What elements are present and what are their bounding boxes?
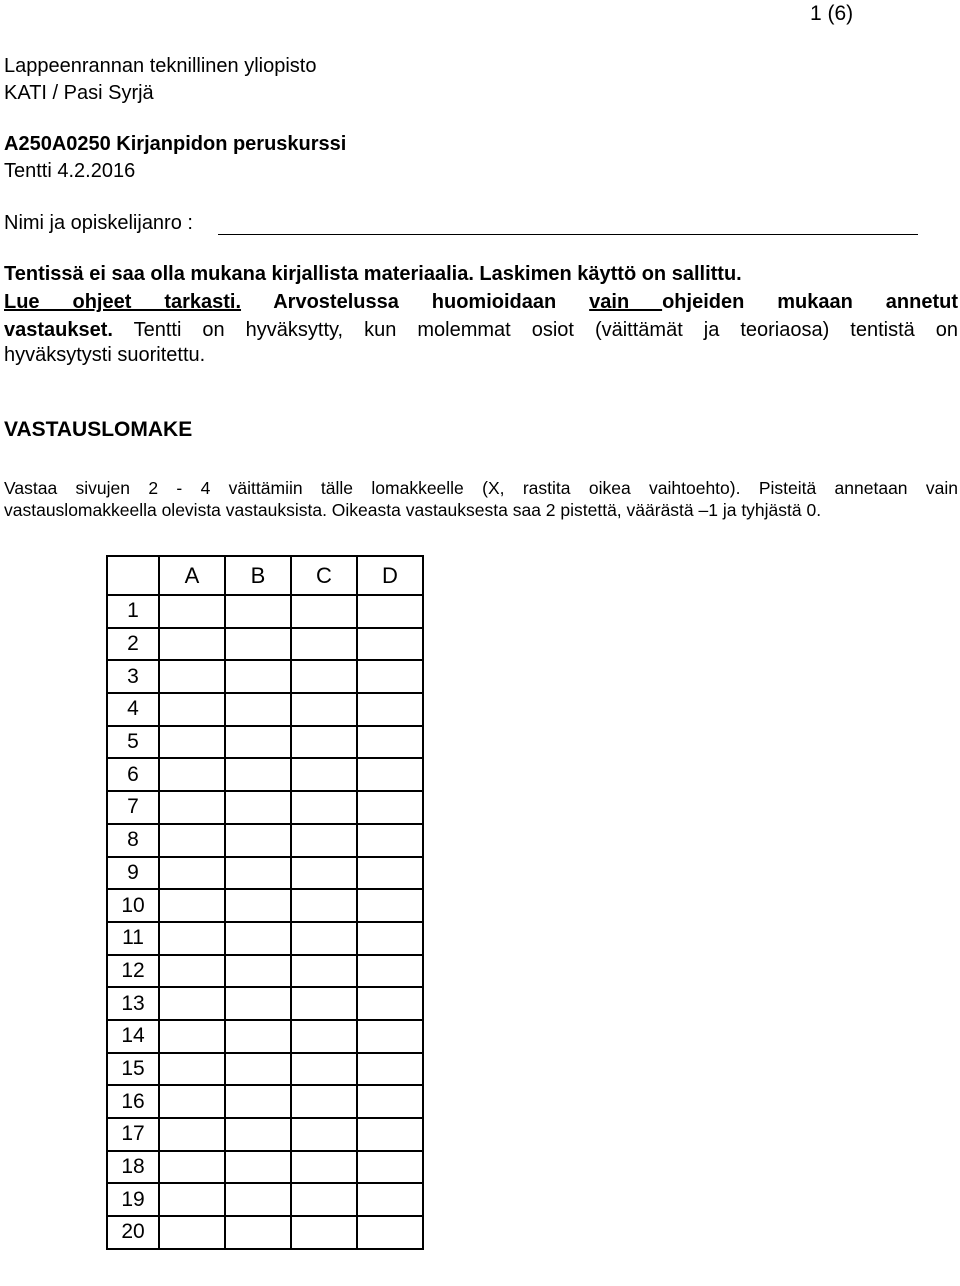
answer-cell-d[interactable] xyxy=(357,857,423,890)
answer-cell-a[interactable] xyxy=(159,660,225,693)
grading-text-a: Arvostelussa huomioidaan xyxy=(241,291,590,313)
answer-cell-a[interactable] xyxy=(159,1183,225,1216)
read-instructions-text: Lue ohjeet tarkasti. xyxy=(4,291,242,313)
question-number: 11 xyxy=(107,922,159,955)
answer-cell-d[interactable] xyxy=(357,889,423,922)
answer-cell-c[interactable] xyxy=(291,726,357,759)
question-number: 8 xyxy=(107,824,159,857)
table-row xyxy=(107,987,423,1020)
instructions-line-2: vastauslomakkeella olevista vastauksista. Oikeasta vastauksesta saa 2 pistettä, väärästä –1 ja tyhjästä 0. xyxy=(4,500,822,520)
answer-cell-a[interactable] xyxy=(159,726,225,759)
answer-cell-d[interactable] xyxy=(357,660,423,693)
answer-cell-c[interactable] xyxy=(291,628,357,661)
table-row xyxy=(107,857,423,890)
column-header-d: D xyxy=(357,556,423,595)
table-row xyxy=(107,1020,423,1053)
answer-cell-b[interactable] xyxy=(225,824,291,857)
answer-cell-b[interactable] xyxy=(225,955,291,988)
table-row xyxy=(107,1183,423,1216)
header-corner-cell xyxy=(107,556,159,595)
answer-cell-c[interactable] xyxy=(291,1183,357,1216)
table-row xyxy=(107,758,423,791)
page-number: 1 (6) xyxy=(810,2,854,25)
answer-cell-d[interactable] xyxy=(357,595,423,628)
answer-cell-a[interactable] xyxy=(159,1053,225,1086)
answer-cell-d[interactable] xyxy=(357,922,423,955)
answer-cell-d[interactable] xyxy=(357,1183,423,1216)
course-title: A250A0250 Kirjanpidon peruskurssi xyxy=(4,133,347,155)
answers-text: vastaukset. xyxy=(4,319,113,341)
question-number: 14 xyxy=(107,1020,159,1053)
answer-cell-b[interactable] xyxy=(225,889,291,922)
answer-cell-a[interactable] xyxy=(159,987,225,1020)
question-number: 12 xyxy=(107,955,159,988)
university-name: Lappeenrannan teknillinen yliopisto xyxy=(4,55,317,77)
answer-cell-a[interactable] xyxy=(159,1020,225,1053)
table-row xyxy=(107,660,423,693)
column-header-a: A xyxy=(159,556,225,595)
department-author: KATI / Pasi Syrjä xyxy=(4,82,154,104)
rules-line-3 xyxy=(4,316,958,345)
answer-cell-b[interactable] xyxy=(225,922,291,955)
answer-cell-a[interactable] xyxy=(159,791,225,824)
answer-cell-c[interactable] xyxy=(291,987,357,1020)
answer-cell-c[interactable] xyxy=(291,791,357,824)
question-number: 4 xyxy=(107,693,159,726)
table-row xyxy=(107,955,423,988)
answer-cell-a[interactable] xyxy=(159,889,225,922)
question-number: 16 xyxy=(107,1085,159,1118)
table-row xyxy=(107,1053,423,1086)
answer-cell-d[interactable] xyxy=(357,955,423,988)
answer-cell-c[interactable] xyxy=(291,660,357,693)
answer-cell-c[interactable] xyxy=(291,595,357,628)
form-title: VASTAUSLOMAKE xyxy=(4,418,193,441)
answer-cell-b[interactable] xyxy=(225,857,291,890)
answer-cell-c[interactable] xyxy=(291,758,357,791)
answer-cell-d[interactable] xyxy=(357,1020,423,1053)
answer-cell-b[interactable] xyxy=(225,758,291,791)
table-row xyxy=(107,791,423,824)
answer-cell-c[interactable] xyxy=(291,1020,357,1053)
answer-cell-d[interactable] xyxy=(357,824,423,857)
exam-date: Tentti 4.2.2016 xyxy=(4,160,136,182)
answer-cell-b[interactable] xyxy=(225,1151,291,1184)
answer-cell-a[interactable] xyxy=(159,595,225,628)
question-number: 18 xyxy=(107,1151,159,1184)
answer-cell-d[interactable] xyxy=(357,987,423,1020)
question-number: 17 xyxy=(107,1118,159,1151)
table-row xyxy=(107,1118,423,1151)
answer-cell-c[interactable] xyxy=(291,922,357,955)
answer-cell-b[interactable] xyxy=(225,693,291,726)
answer-cell-a[interactable] xyxy=(159,824,225,857)
question-number: 7 xyxy=(107,791,159,824)
answer-cell-c[interactable] xyxy=(291,955,357,988)
answer-cell-a[interactable] xyxy=(159,1216,225,1249)
answer-cell-a[interactable] xyxy=(159,1085,225,1118)
answer-cell-c[interactable] xyxy=(291,1085,357,1118)
only-text: vain xyxy=(589,291,663,313)
question-number: 20 xyxy=(107,1216,159,1249)
answer-cell-b[interactable] xyxy=(225,628,291,661)
answer-cell-a[interactable] xyxy=(159,1118,225,1151)
answer-cell-d[interactable] xyxy=(357,758,423,791)
table-row xyxy=(107,1216,423,1249)
answer-cell-c[interactable] xyxy=(291,1216,357,1249)
rules-line-2 xyxy=(4,288,958,317)
answer-cell-d[interactable] xyxy=(357,693,423,726)
answer-cell-d[interactable] xyxy=(357,628,423,661)
answer-cell-b[interactable] xyxy=(225,1183,291,1216)
table-row xyxy=(107,628,423,661)
question-number: 9 xyxy=(107,857,159,890)
answer-table xyxy=(106,555,424,1250)
table-row xyxy=(107,1085,423,1118)
answer-cell-d[interactable] xyxy=(357,791,423,824)
grading-text-b: ohjeiden mukaan annetut xyxy=(662,291,958,313)
instructions-line-1: Vastaa sivujen 2 - 4 väittämiin tälle lomakkeelle (X, rastita oikea vaihtoehto). Pisteitä annetaan vain xyxy=(4,478,958,498)
table-row xyxy=(107,726,423,759)
answer-cell-d[interactable] xyxy=(357,1118,423,1151)
answer-cell-b[interactable] xyxy=(225,1053,291,1086)
question-number: 6 xyxy=(107,758,159,791)
answer-cell-a[interactable] xyxy=(159,1151,225,1184)
table-row xyxy=(107,824,423,857)
answer-cell-a[interactable] xyxy=(159,955,225,988)
question-number: 15 xyxy=(107,1053,159,1086)
answer-cell-b[interactable] xyxy=(225,791,291,824)
answer-cell-c[interactable] xyxy=(291,824,357,857)
answer-table-header xyxy=(107,556,423,595)
answer-cell-c[interactable] xyxy=(291,693,357,726)
answer-cell-b[interactable] xyxy=(225,726,291,759)
column-header-c: C xyxy=(291,556,357,595)
answer-cell-a[interactable] xyxy=(159,628,225,661)
table-row xyxy=(107,595,423,628)
column-header-b: B xyxy=(225,556,291,595)
table-row xyxy=(107,889,423,922)
question-number: 13 xyxy=(107,987,159,1020)
answer-cell-c[interactable] xyxy=(291,889,357,922)
name-label: Nimi ja opiskelijanro : xyxy=(4,212,193,234)
rules-line-1: Tentissä ei saa olla mukana kirjallista materiaalia. Laskimen käyttö on sallittu. xyxy=(4,263,742,285)
name-input-line[interactable] xyxy=(218,234,918,235)
answer-cell-a[interactable] xyxy=(159,922,225,955)
answer-cell-b[interactable] xyxy=(225,1085,291,1118)
answer-cell-c[interactable] xyxy=(291,1118,357,1151)
answer-cell-d[interactable] xyxy=(357,1085,423,1118)
answer-cell-a[interactable] xyxy=(159,857,225,890)
question-number: 5 xyxy=(107,726,159,759)
answer-cell-c[interactable] xyxy=(291,857,357,890)
answer-cell-b[interactable] xyxy=(225,595,291,628)
table-row xyxy=(107,1151,423,1184)
answer-cell-a[interactable] xyxy=(159,758,225,791)
answer-cell-b[interactable] xyxy=(225,1118,291,1151)
answer-cell-a[interactable] xyxy=(159,693,225,726)
question-number: 2 xyxy=(107,628,159,661)
rules-line-4: hyväksytysti suoritettu. xyxy=(4,344,206,366)
answer-cell-d[interactable] xyxy=(357,1151,423,1184)
pass-condition-text: Tentti on hyväksytty, kun molemmat osiot (väittämät ja teoriaosa) tentistä on xyxy=(112,319,958,341)
answer-cell-d[interactable] xyxy=(357,1053,423,1086)
answer-cell-c[interactable] xyxy=(291,1053,357,1086)
answer-cell-d[interactable] xyxy=(357,1216,423,1249)
answer-cell-b[interactable] xyxy=(225,1216,291,1249)
question-number: 10 xyxy=(107,889,159,922)
table-row xyxy=(107,693,423,726)
answer-cell-c[interactable] xyxy=(291,1151,357,1184)
answer-cell-b[interactable] xyxy=(225,660,291,693)
answer-cell-b[interactable] xyxy=(225,1020,291,1053)
table-row xyxy=(107,922,423,955)
answer-cell-d[interactable] xyxy=(357,726,423,759)
question-number: 1 xyxy=(107,595,159,628)
question-number: 3 xyxy=(107,660,159,693)
question-number: 19 xyxy=(107,1183,159,1216)
answer-cell-b[interactable] xyxy=(225,987,291,1020)
